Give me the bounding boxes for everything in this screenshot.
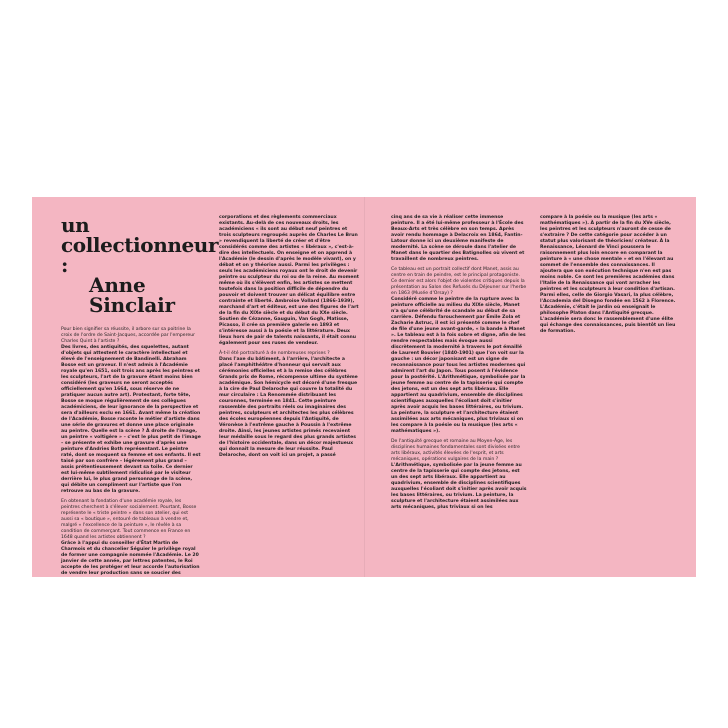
pink-spread [32,197,696,577]
paragraph: corporations et des règlements commerciaux existants. Au-delà de ces nouveaux droits, les académiciens « ils sont au début neuf peintres et trois sculpteurs regroupés auprès de Charles Le Brun » revendiquent la liberté de créer et d'être considérés comme des artistes « libéraux », c'est-à-dire des intellectuels. On enseigne et on apprend à l'Académie (le dessin d'après le modèle vivant), on y débat et on y théorise aussi. Parmi les privilèges : seuls les académiciens royaux ont le droit de devenir peintre ou sculpteur du roi ou de la reine. Au moment même où ils s'élèvent enfin, les artistes se mettent toutefois dans la position difficile de dépendre du pouvoir et doivent trouver un délicat équilibre entre contrainte et liberté. Ambroise Vollard (1866-1939), marchand d'art et éditeur, est une des figures de l'art de la fin du XIXe siècle et du début du XXe siècle. Soutien de Cézanne, Gauguin, Van Gogh, Matisse, Picasso, il crée sa première galerie en 1893 et s'intéresse aussi à la poésie et la littérature. Deux lieux hors de pair de talents naissants, il était connu également pour ses ruses de vendeur. [219,215,359,346]
column-4 [540,215,678,571]
title-line-1: un collectionneur : [61,213,219,277]
paragraph: Ce tableau est un portrait collectif dont Manet, assis au centre en train de peindre, est le principal protagoniste. Ce dernier est alors l'objet de violentes critiques depuis la présentation au Salon des Refusés du Déjeuner sur l'herbe en 1863 (Musée d'Orsay) ? [391,267,527,296]
paragraph: cinq ans de sa vie à réaliser cette immense peinture. Il a été lui-même professeur à l'École des Beaux-Arts et très célèbre en son temps. Après avoir rendu hommage à Delacroix en 1864, Fantin-Latour donne ici un deuxième manifeste de modernité. La scène se déroule dans l'atelier de Manet dans le quartier des Batignolles où vivent et travaillent de nombreux peintres. [391,215,525,262]
column-1 [61,213,219,576]
paragraph: Grâce à l'appui du conseiller d'État Martin de Charmois et du chancelier Séguier le privilège royal de former une compagnie nommée l'Académie. Le 20 janvier de cette année, par lettres patentes, le Roi accepte de les protéger et leur accorde l'autorisation de vendre leur production sans se soucier des [61,541,200,576]
paragraph: Pour bien signifier sa réussite, il arbore sur sa poitrine la croix de l'ordre de Saint-Jacques, accordée par l'empereur Charles Quint à l'artiste ? [61,327,196,344]
column-3 [391,215,527,571]
paragraph: À-t-il été portraituré à de nombreuses reprises ? [219,351,330,356]
paragraph: L'Arithmétique, symbolisée par la jeune femme au centre de la tapisserie qui compte des jetons, est un des sept arts libéraux. Elle appartient au quadrivium, ensemble de disciplines scientifiques auxquelles l'écoliant doit s'initier après avoir acquis les bases littéraires, ou trivium. La peinture, la sculpture et l'architecture étaient assimilées aux arts mécaniques, plus triviaux si on les [391,463,527,510]
paragraph: Considéré comme le peintre de la rupture avec la peinture officielle au milieu du XIXe siècle, Manet n'a qu'une célébrité de scandale au début de sa carrière. Défendu farouchement par Émile Zola et Zacharie Astruc, il est ici présenté comme le chef de file d'une jeune avant-garde, « la bande à Manet ». Le tableau est à la fois sobre et digne, afin de les rendre respectables mais évoque aussi discrètement la modernité à travers le pot émaillé de Laurent Bouvier (1840-1901) que l'on voit sur la gauche : un décor japonisant est un signe de reconnaissance pour tous les artistes modernes qui admirent l'art du Japon. Tous posent à l'évidence pour la postérité. L'Arithmétique, symbolisée par la jeune femme au centre de la tapisserie qui compte des jetons, est un des sept arts libéraux. Elle appartient au quadrivium, ensemble de disciplines scientifiques auxquelles l'écoliant doit s'initier après avoir acquis les bases littéraires, ou trivium. La peinture, la sculpture et l'architecture étaient assimilées aux arts mécaniques, plus triviaux si on les compare à la poésie ou la musique (les arts « mathématiques »). [391,297,526,434]
paragraph: En obtenant la fondation d'une académie royale, les peintres cherchent à s'élever socialement. Pourtant, Bosse représente le « triste peintre » dans son atelier, qui est aussi sa « boutique », entouré de tableaux à vendre et, malgré « l'excellence de la peinture », le révèle à sa condition de commerçant. Tout commence en France en 1648 quand les artistes obtiennent ? [61,499,197,540]
paragraph: Des livres, des antiquités, des squelettes, autant d'objets qui attestent le caractère intellectuel et élevé de l'enseignement de Bandinelli. Abraham Bosse est un graveur. Il n'est admis à l'Académie royale qu'en 1651, soit trois ans après les peintres et les sculpteurs, l'art de la gravure étant moins bien considéré (les graveurs ne seront acceptés officiellement qu'en 1664, sous réserve de ne pratiquer aucun autre art). Protestant, forte tête, Bosse se moque régulièrement de ses collègues académiciens, de leur ignorance de la perspective et sera d'ailleurs exclu en 1661. Avant même la création de l'Académie, Bosse raconte le métier d'artiste dans une série de gravures et donne une place originale au peintre. Quelle est la scène ? À droite de l'image, un peintre « voltigère » – c'est le plus petit de l'image – se présente et exhibe une gravure d'après une peinture d'Andries Both représentant. Le peintre raté, dont se moquent sa femme et ses enfants. Il est taisé par son confrère – légèrement plus grand – assis prétentieusement devant sa toile. Ce dernier est lui-même subtilement ridiculisé par le visiteur derrière lui, le plus grand personnage de la scène, qui débite un compliment sur l'artiste que l'on retrouve au bas de la gravure. [61,345,201,494]
paragraph: De l'antiquité grecque et romaine au Moyen-Âge, les disciplines humaines fondamentales sont divisées entre arts libéraux, activités élevées de l'esprit, et arts mécaniques, opérations vulgaires de la main ? [391,439,520,462]
page-gutter [364,197,365,577]
article-title [61,213,219,317]
title-line-2: Anne Sinclair [89,273,175,317]
column-2 [219,215,359,571]
paragraph: Dans l'axe du bâtiment, à l'arrière, l'architecte a placé l'amphithéâtre d'honneur qui servait aux cérémonies officielles et à la remise des célèbres Grands prix de Rome, récompense ultime du système académique. Son hémicycle est décoré d'une fresque à la cire de Paul Delaroche qui couvre la totalité du mur circulaire : La Renommée distribuant les couronnes, terminée en 1841. Cette peinture rassemble des portraits réels ou imaginaires des peintres, sculpteurs et architectes les plus célèbres des écoles européennes depuis l'Antiquité, de Véronèse à l'extrême gauche à Poussin à l'extrême droite. Ainsi, les jeunes artistes primés recevaient leur médaille sous le regard des plus grands artistes de l'histoire occidentale, dans un décor majestueux qui donnait la mesure de leur réussite. Paul Delaroche, dont on voit ici un projet, a passé [219,357,358,458]
paragraph: compare à la poésie ou la musique (les arts « mathématiques »). À partir de la fin du XVe siècle, les peintres et les sculpteurs n'auront de cesse de s'extraire ? De cette catégorie pour accéder à un statut plus valorisant de théoricien/ créateur. À la Renaissance, Léonard de Vinci poussera le raisonnement plus loin encore en comparant la peinture à « une chose mentale » et en l'élevant au sommet de l'ensemble des connaissances. Il ajoutera que son exécution technique n'en est pas moins noble. Ce sont les premières académies dans l'Italie de la Renaissance qui vont arracher les peintres et les sculpteurs à leur condition d'artisan. Parmi elles, celle de Giorgio Vasari, la plus célèbre, l'Accademia del Disegno fondée en 1562 à Florence. L'Académie, c'était le jardin où enseignait le philosophe Platon dans l'Antiquité grecque. L'académie sera donc le rassemblement d'une élite qui échange des connaissances, puis bientôt un lieu de formation. [540,215,676,334]
